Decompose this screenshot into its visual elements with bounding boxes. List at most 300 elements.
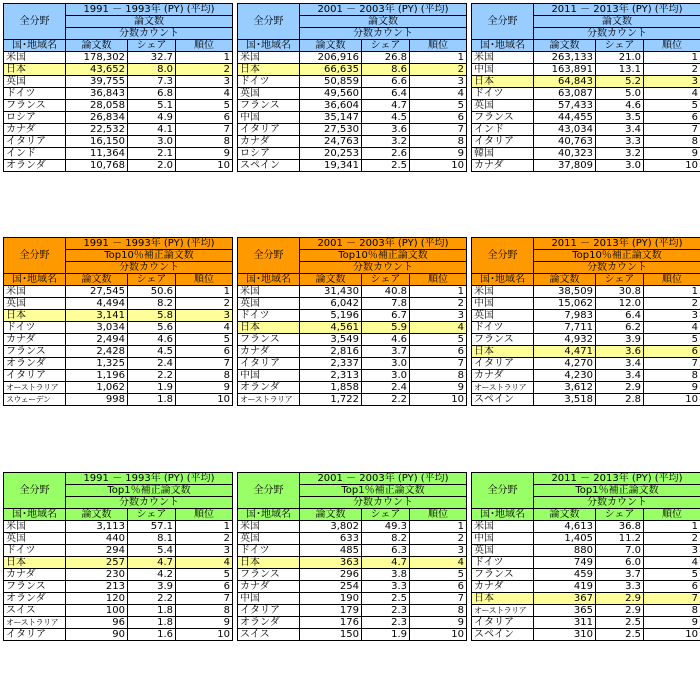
paper-count: 4,270 (534, 358, 596, 370)
paper-count: 257 (66, 557, 128, 569)
country-name: イタリア (238, 124, 300, 136)
table-top10-2011-2013 (471, 237, 700, 406)
region-column-header: 国･地域名 (4, 274, 66, 286)
rank-value: 6 (176, 346, 233, 358)
share-value: 3.7 (362, 346, 410, 358)
share-value: 4.6 (596, 100, 644, 112)
table-row (472, 382, 700, 394)
share-value: 3.6 (362, 124, 410, 136)
paper-count: 1,405 (534, 533, 596, 545)
rank-value: 5 (176, 334, 233, 346)
country-name: 米国 (4, 52, 66, 64)
share-column-header: シェア (128, 274, 176, 286)
field-label: 全分野 (238, 4, 300, 40)
paper-count: 4,561 (300, 322, 362, 334)
paper-count: 163,891 (534, 64, 596, 76)
table-row (238, 286, 467, 298)
table-row (472, 358, 700, 370)
country-name: オーストラリア (4, 617, 66, 629)
table-row (238, 394, 467, 406)
country-name: 日本 (472, 346, 534, 358)
share-value: 8.6 (362, 64, 410, 76)
share-value: 3.0 (596, 160, 644, 172)
table-row (238, 346, 467, 358)
table-row (472, 52, 700, 64)
country-name: カナダ (472, 370, 534, 382)
period-label: 1991 － 1993年 (PY) (平均) (66, 4, 233, 16)
country-name: イタリア (472, 617, 534, 629)
share-value: 2.3 (362, 617, 410, 629)
rank-value: 1 (410, 52, 467, 64)
country-name: 英国 (4, 298, 66, 310)
paper-count: 28,058 (66, 100, 128, 112)
rank-value: 3 (176, 545, 233, 557)
country-name: イタリア (472, 358, 534, 370)
share-value: 3.9 (596, 334, 644, 346)
share-value: 3.5 (596, 112, 644, 124)
country-name: 中国 (472, 298, 534, 310)
header-row (238, 274, 467, 286)
paper-count: 49,560 (300, 88, 362, 100)
country-name: カナダ (4, 569, 66, 581)
field-label: 全分野 (238, 238, 300, 274)
subtitle-label: Top1％補正論文数 (66, 485, 233, 497)
country-name: フランス (238, 100, 300, 112)
share-value: 7.0 (596, 545, 644, 557)
share-value: 8.2 (362, 533, 410, 545)
paper-count: 43,034 (534, 124, 596, 136)
share-value: 3.4 (596, 124, 644, 136)
period-label: 1991 － 1993年 (PY) (平均) (66, 473, 233, 485)
country-name: 中国 (472, 533, 534, 545)
paper-count: 367 (534, 593, 596, 605)
subtitle-label: Top1％補正論文数 (534, 485, 700, 497)
share-value: 2.2 (128, 593, 176, 605)
share-value: 3.3 (362, 581, 410, 593)
share-column-header: シェア (128, 40, 176, 52)
header-row (238, 4, 467, 16)
country-name: 日本 (4, 310, 66, 322)
count-method-label: 分数カウント (534, 28, 700, 40)
share-value: 3.4 (596, 370, 644, 382)
rank-value: 7 (644, 358, 700, 370)
paper-count: 6,042 (300, 298, 362, 310)
rank-value: 6 (644, 112, 700, 124)
table-row (4, 136, 233, 148)
share-value: 1.6 (128, 629, 176, 641)
share-value: 3.9 (128, 581, 176, 593)
table-row (4, 52, 233, 64)
share-value: 50.6 (128, 286, 176, 298)
country-name: オランダ (238, 617, 300, 629)
country-name: イタリア (238, 605, 300, 617)
country-name: 中国 (238, 370, 300, 382)
paper-count: 39,755 (66, 76, 128, 88)
country-name: オーストラリア (472, 382, 534, 394)
rank-value: 8 (176, 370, 233, 382)
country-name: スペイン (238, 160, 300, 172)
country-name: スペイン (472, 394, 534, 406)
count-method-label: 分数カウント (300, 497, 467, 509)
field-label: 全分野 (472, 238, 534, 274)
rank-value: 1 (176, 286, 233, 298)
share-column-header: シェア (596, 274, 644, 286)
country-name: ドイツ (238, 76, 300, 88)
table-row (4, 76, 233, 88)
country-name: 米国 (472, 521, 534, 533)
rank-value: 10 (410, 160, 467, 172)
rank-value: 10 (644, 629, 700, 641)
rank-value: 1 (644, 521, 700, 533)
country-name: オーストラリア (472, 605, 534, 617)
paper-count: 749 (534, 557, 596, 569)
count-method-label: 分数カウント (534, 262, 700, 274)
share-value: 3.2 (362, 136, 410, 148)
rank-value: 3 (410, 76, 467, 88)
table-row (472, 521, 700, 533)
rank-value: 6 (410, 346, 467, 358)
country-name: カナダ (4, 334, 66, 346)
header-row (472, 473, 700, 485)
share-value: 11.2 (596, 533, 644, 545)
share-value: 5.6 (128, 322, 176, 334)
paper-count: 176 (300, 617, 362, 629)
country-name: 日本 (472, 593, 534, 605)
papers-column-header: 論文数 (534, 274, 596, 286)
rank-column-header: 順位 (176, 274, 233, 286)
table-row (238, 148, 467, 160)
rank-value: 7 (644, 124, 700, 136)
rank-value: 10 (644, 160, 700, 172)
country-name: フランス (472, 569, 534, 581)
share-value: 2.9 (596, 593, 644, 605)
table-row (238, 100, 467, 112)
paper-count: 15,062 (534, 298, 596, 310)
rank-value: 3 (644, 76, 700, 88)
table-row (472, 160, 700, 172)
rank-value: 3 (176, 310, 233, 322)
share-value: 1.8 (128, 394, 176, 406)
header-row (4, 473, 233, 485)
table-row (472, 88, 700, 100)
country-name: 日本 (238, 322, 300, 334)
rank-value: 8 (176, 605, 233, 617)
paper-count: 296 (300, 569, 362, 581)
country-name: 日本 (238, 557, 300, 569)
papers-column-header: 論文数 (300, 274, 362, 286)
rank-value: 1 (410, 521, 467, 533)
paper-count: 4,932 (534, 334, 596, 346)
rank-value: 5 (176, 100, 233, 112)
share-value: 4.2 (128, 569, 176, 581)
count-method-label: 分数カウント (66, 28, 233, 40)
header-row (4, 274, 233, 286)
share-value: 2.4 (362, 382, 410, 394)
rank-value: 9 (644, 382, 700, 394)
header-row (472, 509, 700, 521)
paper-count: 22,532 (66, 124, 128, 136)
region-column-header: 国･地域名 (4, 509, 66, 521)
country-name: 日本 (4, 64, 66, 76)
papers-column-header: 論文数 (66, 40, 128, 52)
country-name: インド (472, 124, 534, 136)
rank-value: 10 (176, 629, 233, 641)
table-row (4, 605, 233, 617)
paper-count: 206,916 (300, 52, 362, 64)
rank-value: 10 (410, 629, 467, 641)
table-row (4, 310, 233, 322)
country-name: フランス (238, 569, 300, 581)
period-label: 2011 － 2013年 (PY) (平均) (534, 473, 700, 485)
share-value: 8.2 (128, 298, 176, 310)
rank-value: 4 (176, 322, 233, 334)
paper-count: 1,722 (300, 394, 362, 406)
table-row (472, 148, 700, 160)
rank-value: 7 (176, 358, 233, 370)
share-column-header: シェア (128, 509, 176, 521)
table-row (472, 617, 700, 629)
region-column-header: 国･地域名 (472, 509, 534, 521)
share-value: 12.0 (596, 298, 644, 310)
table-row (4, 593, 233, 605)
country-name: オランダ (4, 593, 66, 605)
table-row (4, 617, 233, 629)
share-value: 3.4 (596, 358, 644, 370)
paper-count: 20,253 (300, 148, 362, 160)
country-name: 韓国 (472, 148, 534, 160)
paper-count: 3,802 (300, 521, 362, 533)
period-label: 2011 － 2013年 (PY) (平均) (534, 4, 700, 16)
paper-count: 4,230 (534, 370, 596, 382)
table-row (238, 64, 467, 76)
header-row (238, 40, 467, 52)
subtitle-label: Top10％補正論文数 (300, 250, 467, 262)
paper-count: 3,549 (300, 334, 362, 346)
rank-value: 8 (410, 370, 467, 382)
country-name: イタリア (4, 370, 66, 382)
header-row (4, 509, 233, 521)
rank-value: 2 (410, 298, 467, 310)
paper-count: 2,816 (300, 346, 362, 358)
paper-count: 633 (300, 533, 362, 545)
table-row (472, 286, 700, 298)
subtitle-label: 論文数 (300, 16, 467, 28)
country-name: スペイン (472, 629, 534, 641)
share-value: 6.8 (128, 88, 176, 100)
paper-count: 7,983 (534, 310, 596, 322)
country-name: ドイツ (4, 88, 66, 100)
table-row (472, 593, 700, 605)
rank-value: 6 (176, 112, 233, 124)
paper-count: 4,494 (66, 298, 128, 310)
paper-count: 1,325 (66, 358, 128, 370)
rank-value: 9 (410, 382, 467, 394)
table-row (4, 629, 233, 641)
share-value: 2.3 (362, 605, 410, 617)
country-name: オーストラリア (4, 382, 66, 394)
region-column-header: 国･地域名 (238, 274, 300, 286)
paper-count: 40,763 (534, 136, 596, 148)
country-name: イタリア (238, 358, 300, 370)
share-value: 8.1 (128, 533, 176, 545)
rank-value: 4 (176, 557, 233, 569)
paper-count: 294 (66, 545, 128, 557)
region-column-header: 国･地域名 (238, 509, 300, 521)
country-name: ドイツ (472, 557, 534, 569)
rank-value: 7 (644, 593, 700, 605)
country-name: 中国 (472, 64, 534, 76)
paper-count: 27,545 (66, 286, 128, 298)
rank-value: 3 (410, 545, 467, 557)
country-name: 米国 (238, 521, 300, 533)
rank-value: 8 (644, 370, 700, 382)
table-row (238, 310, 467, 322)
table-row (4, 358, 233, 370)
table-row (472, 581, 700, 593)
country-name: 中国 (238, 593, 300, 605)
paper-count: 998 (66, 394, 128, 406)
country-name: カナダ (238, 136, 300, 148)
rank-value: 4 (644, 557, 700, 569)
table-row (4, 160, 233, 172)
table-row (4, 298, 233, 310)
subtitle-label: Top10％補正論文数 (66, 250, 233, 262)
table-row (238, 370, 467, 382)
table-top10-2001-2003 (237, 237, 467, 406)
rank-value: 10 (176, 394, 233, 406)
country-name: カナダ (472, 581, 534, 593)
rank-value: 2 (410, 533, 467, 545)
table-top1-2001-2003 (237, 472, 467, 641)
table-papers-2011-2013 (471, 3, 700, 172)
paper-count: 230 (66, 569, 128, 581)
paper-count: 1,196 (66, 370, 128, 382)
table-row (238, 569, 467, 581)
paper-count: 2,313 (300, 370, 362, 382)
share-value: 3.0 (362, 358, 410, 370)
table-row (4, 545, 233, 557)
papers-column-header: 論文数 (300, 509, 362, 521)
country-name: オランダ (238, 382, 300, 394)
rank-value: 4 (410, 322, 467, 334)
share-value: 6.7 (362, 310, 410, 322)
share-value: 2.9 (596, 382, 644, 394)
table-row (4, 382, 233, 394)
paper-count: 419 (534, 581, 596, 593)
count-method-label: 分数カウント (66, 497, 233, 509)
country-name: 英国 (238, 533, 300, 545)
rank-value: 5 (410, 334, 467, 346)
paper-count: 100 (66, 605, 128, 617)
paper-count: 3,113 (66, 521, 128, 533)
share-value: 6.4 (596, 310, 644, 322)
rank-value: 6 (410, 581, 467, 593)
papers-column-header: 論文数 (534, 40, 596, 52)
paper-count: 16,150 (66, 136, 128, 148)
papers-column-header: 論文数 (300, 40, 362, 52)
table-row (472, 136, 700, 148)
table-row (472, 124, 700, 136)
field-label: 全分野 (238, 473, 300, 509)
table-row (238, 124, 467, 136)
paper-count: 178,302 (66, 52, 128, 64)
table-row (238, 322, 467, 334)
share-value: 4.5 (128, 346, 176, 358)
table-row (238, 334, 467, 346)
table-papers-1991-1993 (3, 3, 233, 172)
table-row (472, 64, 700, 76)
paper-count: 3,141 (66, 310, 128, 322)
table-row (4, 286, 233, 298)
rank-column-header: 順位 (644, 274, 700, 286)
paper-count: 19,341 (300, 160, 362, 172)
paper-count: 120 (66, 593, 128, 605)
country-name: 米国 (238, 286, 300, 298)
country-name: ドイツ (472, 88, 534, 100)
paper-count: 2,337 (300, 358, 362, 370)
rank-value: 8 (644, 605, 700, 617)
country-name: ドイツ (472, 322, 534, 334)
rank-value: 7 (176, 593, 233, 605)
share-value: 21.0 (596, 52, 644, 64)
share-value: 2.1 (128, 148, 176, 160)
paper-count: 40,323 (534, 148, 596, 160)
count-method-label: 分数カウント (534, 497, 700, 509)
country-name: オランダ (4, 358, 66, 370)
table-row (238, 358, 467, 370)
table-row (472, 298, 700, 310)
table-row (472, 629, 700, 641)
rank-value: 1 (644, 52, 700, 64)
table-top10-1991-1993 (3, 237, 233, 406)
rank-value: 8 (176, 136, 233, 148)
country-name: ドイツ (238, 310, 300, 322)
share-column-header: シェア (596, 509, 644, 521)
paper-count: 50,859 (300, 76, 362, 88)
rank-value: 2 (644, 64, 700, 76)
country-name: 米国 (472, 52, 534, 64)
table-top1-2011-2013 (471, 472, 700, 641)
share-value: 7.3 (128, 76, 176, 88)
share-column-header: シェア (362, 40, 410, 52)
paper-count: 90 (66, 629, 128, 641)
share-value: 3.2 (596, 148, 644, 160)
header-row (238, 509, 467, 521)
rank-value: 8 (410, 605, 467, 617)
paper-count: 1,062 (66, 382, 128, 394)
paper-count: 4,613 (534, 521, 596, 533)
table-row (4, 124, 233, 136)
country-name: カナダ (4, 124, 66, 136)
region-column-header: 国･地域名 (238, 40, 300, 52)
rank-value: 4 (176, 88, 233, 100)
rank-value: 9 (410, 617, 467, 629)
table-row (238, 605, 467, 617)
paper-count: 63,087 (534, 88, 596, 100)
subtitle-label: Top1％補正論文数 (300, 485, 467, 497)
paper-count: 43,652 (66, 64, 128, 76)
rank-value: 10 (410, 394, 467, 406)
table-row (238, 52, 467, 64)
rank-value: 2 (176, 298, 233, 310)
paper-count: 4,471 (534, 346, 596, 358)
count-method-label: 分数カウント (300, 28, 467, 40)
share-value: 36.8 (596, 521, 644, 533)
rank-value: 6 (176, 581, 233, 593)
share-value: 2.5 (362, 593, 410, 605)
subtitle-label: 論文数 (534, 16, 700, 28)
rank-value: 7 (410, 358, 467, 370)
